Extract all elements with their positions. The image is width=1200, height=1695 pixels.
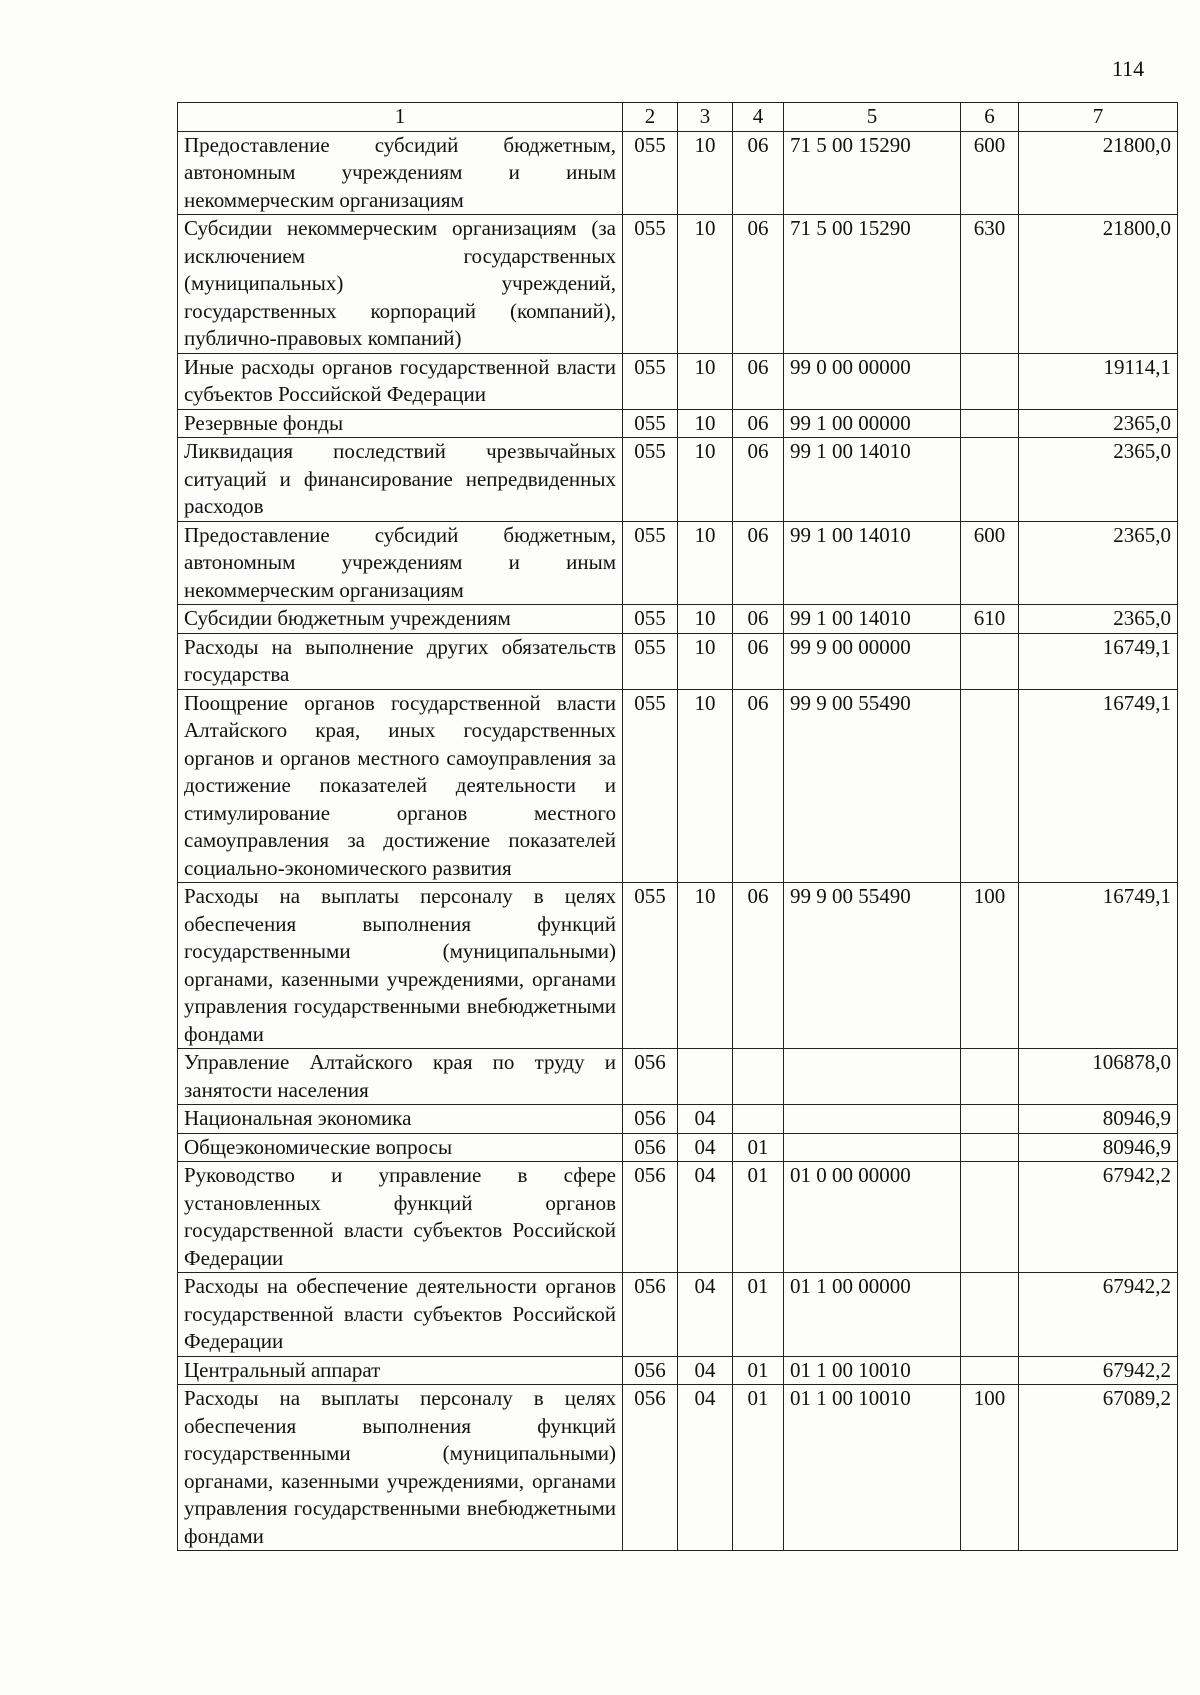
table-row [178,1049,1178,1105]
row-subsection: 01 [733,1133,784,1162]
header-col-2: 2 [623,103,678,132]
row-expense-type [961,1356,1019,1385]
row-admin-code: 056 [623,1105,678,1134]
row-name: Расходы на выплаты персоналу в целях обеспечения выполнения функций государственными (муниципальными) органами, казенными учреждениями, органами управления государственными внебюджетными фондами [178,1385,623,1551]
row-name: Субсидии некоммерческим организациям (за исключением государственных (муниципальных) учреждений, государственных корпораций (компаний), публично-правовых компаний) [178,215,623,354]
row-amount: 19114,1 [1019,353,1178,409]
row-name: Руководство и управление в сфере установленных функций органов государственной власти субъектов Российской Федерации [178,1162,623,1273]
row-name: Субсидии бюджетным учреждениям [178,605,623,634]
row-name: Расходы на выполнение других обязательств государства [178,633,623,689]
table-row [178,1273,1178,1357]
row-admin-code: 055 [623,409,678,438]
row-admin-code: 056 [623,1133,678,1162]
table-row [178,1133,1178,1162]
row-target-article [784,1049,961,1105]
row-expense-type [961,689,1019,883]
row-section: 10 [678,438,733,522]
table-row [178,409,1178,438]
row-admin-code: 055 [623,633,678,689]
row-target-article: 01 1 00 10010 [784,1356,961,1385]
row-subsection: 01 [733,1356,784,1385]
row-section: 10 [678,605,733,634]
row-admin-code: 055 [623,689,678,883]
row-admin-code: 056 [623,1273,678,1357]
row-subsection: 06 [733,353,784,409]
row-target-article: 99 9 00 00000 [784,633,961,689]
row-subsection: 06 [733,215,784,354]
row-amount: 67942,2 [1019,1162,1178,1273]
row-target-article: 01 1 00 10010 [784,1385,961,1551]
row-expense-type [961,1133,1019,1162]
row-amount: 106878,0 [1019,1049,1178,1105]
row-subsection [733,1105,784,1134]
row-expense-type [961,353,1019,409]
row-amount: 2365,0 [1019,438,1178,522]
row-admin-code: 056 [623,1385,678,1551]
row-amount: 2365,0 [1019,605,1178,634]
row-expense-type [961,1105,1019,1134]
row-expense-type [961,1162,1019,1273]
row-name: Предоставление субсидий бюджетным, автономным учреждениям и иным некоммерческим организациям [178,521,623,605]
row-target-article [784,1105,961,1134]
row-expense-type: 100 [961,883,1019,1049]
row-section: 10 [678,689,733,883]
row-subsection: 06 [733,689,784,883]
row-admin-code: 055 [623,438,678,522]
row-name: Ликвидация последствий чрезвычайных ситуаций и финансирование непредвиденных расходов [178,438,623,522]
row-section: 04 [678,1385,733,1551]
row-section: 10 [678,883,733,1049]
row-target-article: 71 5 00 15290 [784,215,961,354]
table-row [178,353,1178,409]
row-admin-code: 056 [623,1356,678,1385]
row-amount: 21800,0 [1019,131,1178,215]
row-section: 04 [678,1105,733,1134]
row-subsection: 06 [733,131,784,215]
row-subsection: 01 [733,1162,784,1273]
row-expense-type: 100 [961,1385,1019,1551]
row-name: Центральный аппарат [178,1356,623,1385]
row-section: 10 [678,521,733,605]
table-row [178,883,1178,1049]
header-col-3: 3 [678,103,733,132]
row-expense-type [961,409,1019,438]
row-section: 04 [678,1133,733,1162]
row-name: Управление Алтайского края по труду и занятости населения [178,1049,623,1105]
row-name: Национальная экономика [178,1105,623,1134]
row-subsection [733,1049,784,1105]
table-row [178,1162,1178,1273]
row-expense-type [961,1273,1019,1357]
row-amount: 2365,0 [1019,521,1178,605]
row-amount: 2365,0 [1019,409,1178,438]
budget-table [177,102,1178,1551]
table-row [178,131,1178,215]
row-admin-code: 055 [623,605,678,634]
header-col-5: 5 [784,103,961,132]
row-expense-type [961,1049,1019,1105]
row-name: Предоставление субсидий бюджетным, автономным учреждениям и иным некоммерческим организациям [178,131,623,215]
table-row [178,633,1178,689]
row-amount: 67942,2 [1019,1273,1178,1357]
row-subsection: 06 [733,521,784,605]
row-admin-code: 055 [623,883,678,1049]
row-name: Расходы на обеспечение деятельности органов государственной власти субъектов Российской Федерации [178,1273,623,1357]
row-admin-code: 056 [623,1049,678,1105]
row-admin-code: 055 [623,521,678,605]
row-expense-type: 600 [961,131,1019,215]
row-expense-type [961,438,1019,522]
row-name: Поощрение органов государственной власти Алтайского края, иных государственных органов и органов местного самоуправления за достижение показателей деятельности и стимулирование органов местного самоуправления за достижение показателей социально-экономического развития [178,689,623,883]
row-admin-code: 055 [623,353,678,409]
row-subsection: 06 [733,438,784,522]
row-section [678,1049,733,1105]
row-target-article [784,1133,961,1162]
row-subsection: 06 [733,883,784,1049]
row-section: 04 [678,1273,733,1357]
row-target-article: 99 1 00 14010 [784,521,961,605]
row-target-article: 01 1 00 00000 [784,1273,961,1357]
header-col-4: 4 [733,103,784,132]
row-subsection: 01 [733,1385,784,1551]
row-section: 04 [678,1162,733,1273]
table-row [178,605,1178,634]
row-amount: 67942,2 [1019,1356,1178,1385]
table-row [178,438,1178,522]
row-expense-type: 610 [961,605,1019,634]
row-target-article: 01 0 00 00000 [784,1162,961,1273]
row-expense-type: 630 [961,215,1019,354]
row-target-article: 99 9 00 55490 [784,689,961,883]
row-name: Расходы на выплаты персоналу в целях обеспечения выполнения функций государственными (муниципальными) органами, казенными учреждениями, органами управления государственными внебюджетными фондами [178,883,623,1049]
row-amount: 80946,9 [1019,1133,1178,1162]
row-admin-code: 056 [623,1162,678,1273]
row-name: Иные расходы органов государственной власти субъектов Российской Федерации [178,353,623,409]
row-admin-code: 055 [623,215,678,354]
row-section: 10 [678,353,733,409]
row-subsection: 06 [733,633,784,689]
row-amount: 67089,2 [1019,1385,1178,1551]
row-name: Общеэкономические вопросы [178,1133,623,1162]
table-row [178,1105,1178,1134]
row-target-article: 99 0 00 00000 [784,353,961,409]
row-amount: 16749,1 [1019,689,1178,883]
row-section: 10 [678,633,733,689]
page-number: 114 [1112,56,1145,81]
row-expense-type [961,633,1019,689]
row-target-article: 99 1 00 14010 [784,438,961,522]
row-admin-code: 055 [623,131,678,215]
table-row [178,1385,1178,1551]
row-amount: 21800,0 [1019,215,1178,354]
row-section: 10 [678,409,733,438]
header-row [178,103,1178,132]
row-subsection: 06 [733,409,784,438]
row-section: 10 [678,131,733,215]
row-section: 10 [678,215,733,354]
row-amount: 16749,1 [1019,633,1178,689]
row-subsection: 01 [733,1273,784,1357]
row-amount: 80946,9 [1019,1105,1178,1134]
row-expense-type: 600 [961,521,1019,605]
row-section: 04 [678,1356,733,1385]
row-target-article: 71 5 00 15290 [784,131,961,215]
table-row [178,1356,1178,1385]
row-subsection: 06 [733,605,784,634]
header-col-1: 1 [178,103,623,132]
header-col-6: 6 [961,103,1019,132]
row-target-article: 99 1 00 00000 [784,409,961,438]
row-name: Резервные фонды [178,409,623,438]
row-target-article: 99 9 00 55490 [784,883,961,1049]
table-row [178,215,1178,354]
table-row [178,521,1178,605]
table-row [178,689,1178,883]
row-target-article: 99 1 00 14010 [784,605,961,634]
row-amount: 16749,1 [1019,883,1178,1049]
header-col-7: 7 [1019,103,1178,132]
